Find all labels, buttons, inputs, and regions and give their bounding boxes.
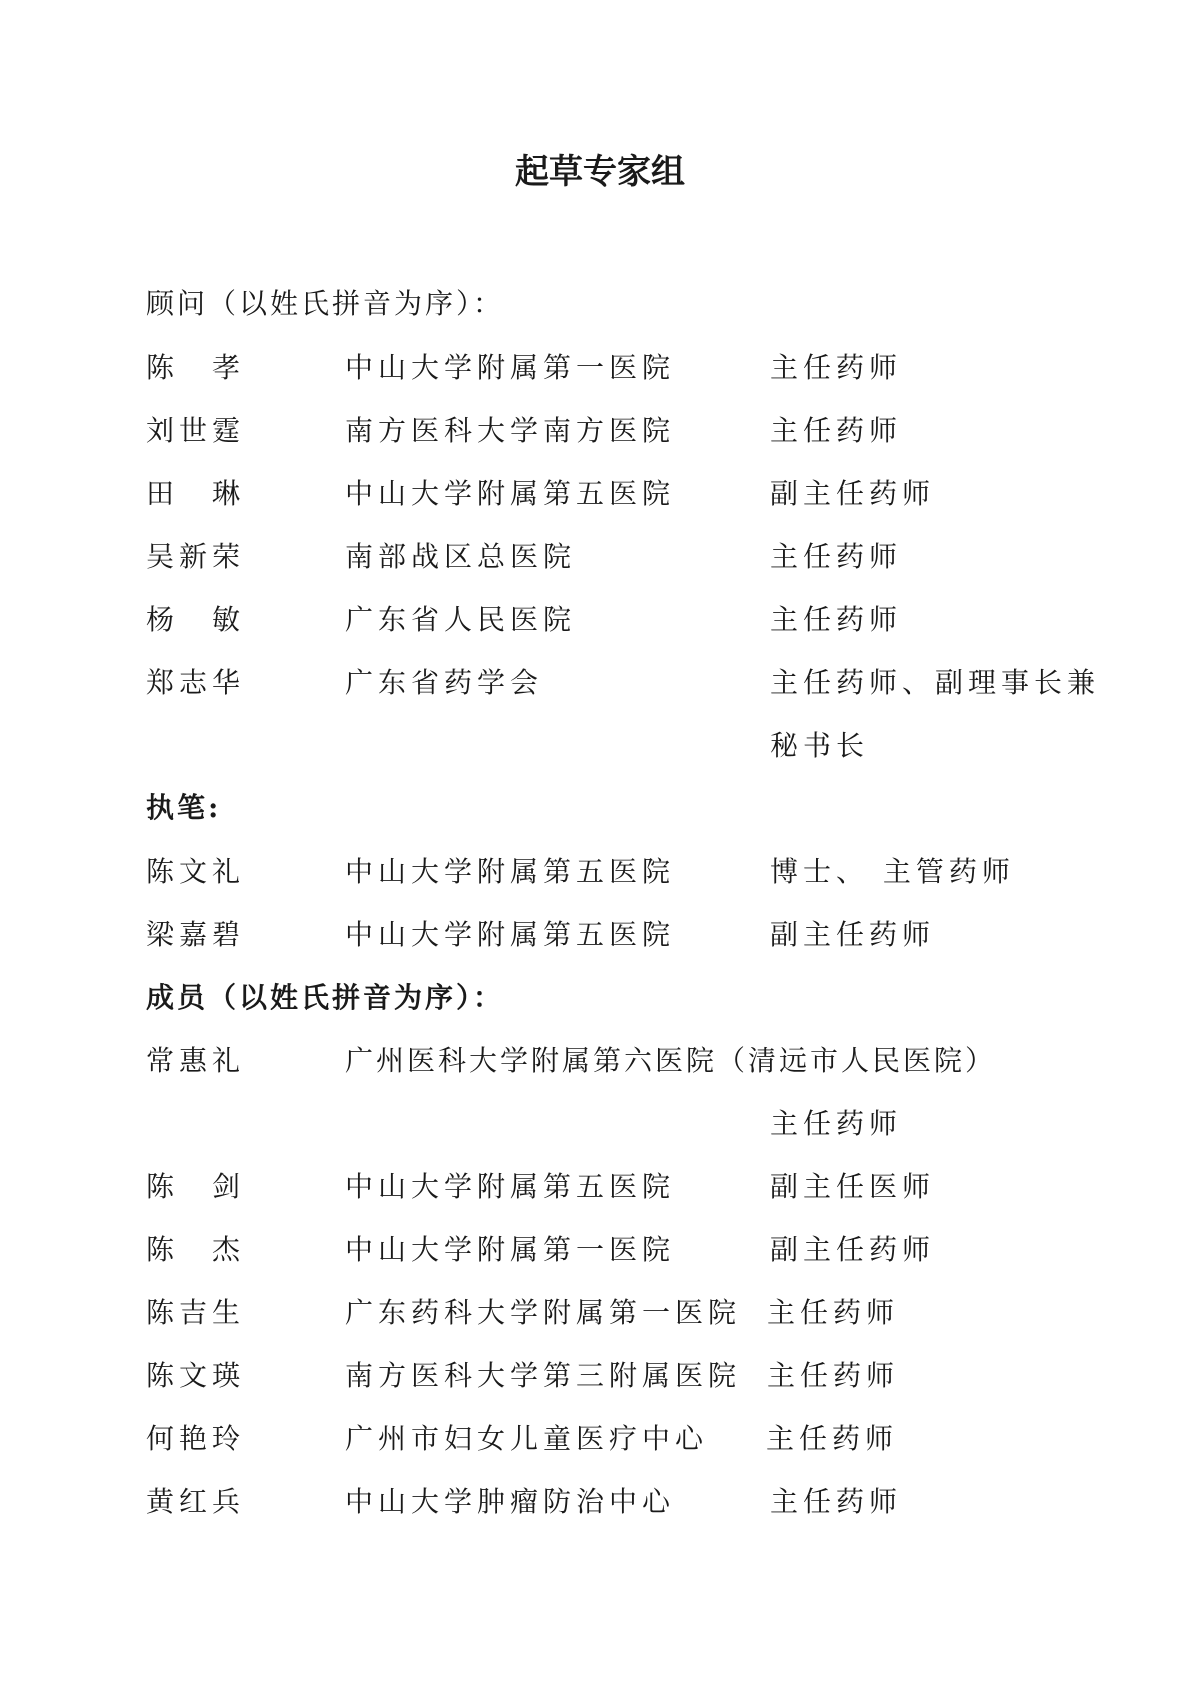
member-title: 主任药师 bbox=[770, 414, 903, 447]
member-title: 秘书长 bbox=[770, 729, 870, 762]
member-name: 陈 剑 bbox=[146, 1170, 246, 1203]
member-title: 副主任药师 bbox=[770, 1233, 936, 1266]
member-org: 广州市妇女儿童医疗中心 bbox=[345, 1422, 709, 1455]
table-row bbox=[0, 537, 1200, 577]
member-name: 陈吉生 bbox=[146, 1296, 246, 1329]
member-name: 梁嘉碧 bbox=[146, 918, 246, 951]
table-row bbox=[0, 852, 1200, 892]
advisors-heading: 顾问（以姓氏拼音为序）： bbox=[146, 287, 505, 320]
member-org: 广州医科大学附属第六医院（清远市人民医院） bbox=[345, 1044, 997, 1077]
table-row bbox=[0, 1419, 1200, 1459]
member-name: 田 琳 bbox=[146, 477, 246, 510]
table-row bbox=[0, 726, 1200, 766]
member-name: 陈 杰 bbox=[146, 1233, 246, 1266]
writers-heading: 执笔: bbox=[146, 791, 222, 824]
member-org: 中山大学附属第五医院 bbox=[345, 477, 676, 510]
table-row bbox=[0, 663, 1200, 703]
member-name: 郑志华 bbox=[146, 666, 246, 699]
member-org: 中山大学附属第五医院 bbox=[345, 918, 676, 951]
member-org: 中山大学附属第五医院 bbox=[345, 855, 676, 888]
table-row bbox=[0, 474, 1200, 514]
table-row bbox=[0, 1041, 1200, 1081]
table-row bbox=[0, 915, 1200, 955]
member-org: 南部战区总医院 bbox=[345, 540, 577, 573]
member-title: 副主任药师 bbox=[770, 477, 936, 510]
member-name: 陈 孝 bbox=[146, 351, 246, 384]
member-name: 常惠礼 bbox=[146, 1044, 246, 1077]
member-name: 陈文礼 bbox=[146, 855, 246, 888]
member-title: 副主任医师 bbox=[770, 1170, 936, 1203]
member-title: 主任药师 bbox=[770, 540, 903, 573]
table-row bbox=[0, 1104, 1200, 1144]
member-org: 中山大学附属第一医院 bbox=[345, 351, 676, 384]
member-name: 何艳玲 bbox=[146, 1422, 246, 1455]
member-name: 吴新荣 bbox=[146, 540, 246, 573]
member-org: 中山大学肿瘤防治中心 bbox=[345, 1485, 676, 1518]
member-title: 主任药师、副理事长兼 bbox=[770, 666, 1101, 699]
member-title: 主任药师 bbox=[770, 1485, 903, 1518]
page-title: 起草专家组 bbox=[515, 152, 685, 192]
members-heading: 成员（以姓氏拼音为序）： bbox=[146, 981, 505, 1014]
table-row bbox=[0, 1482, 1200, 1522]
member-title: 主任药师 bbox=[766, 1422, 899, 1455]
table-row bbox=[0, 600, 1200, 640]
table-row bbox=[0, 1230, 1200, 1270]
member-org: 中山大学附属第一医院 bbox=[345, 1233, 676, 1266]
member-title: 主任药师 bbox=[767, 1296, 900, 1329]
table-row bbox=[0, 348, 1200, 388]
member-org: 南方医科大学南方医院 bbox=[345, 414, 676, 447]
member-org: 广东药科大学附属第一医院 bbox=[345, 1296, 742, 1329]
member-title: 主任药师 bbox=[770, 1107, 903, 1140]
member-org: 中山大学附属第五医院 bbox=[345, 1170, 676, 1203]
member-org: 南方医科大学第三附属医院 bbox=[345, 1359, 742, 1392]
member-title: 主任药师 bbox=[767, 1359, 900, 1392]
member-title: 主任药师 bbox=[770, 603, 903, 636]
member-title: 主任药师 bbox=[770, 351, 903, 384]
member-org: 广东省人民医院 bbox=[345, 603, 577, 636]
member-name: 陈文瑛 bbox=[146, 1359, 246, 1392]
table-row bbox=[0, 411, 1200, 451]
member-org: 广东省药学会 bbox=[345, 666, 544, 699]
table-row bbox=[0, 1167, 1200, 1207]
table-row bbox=[0, 1293, 1200, 1333]
member-name: 刘世霆 bbox=[146, 414, 246, 447]
table-row bbox=[0, 1356, 1200, 1396]
member-name: 杨 敏 bbox=[146, 603, 246, 636]
member-title: 博士、 主管药师 bbox=[770, 855, 1015, 888]
member-name: 黄红兵 bbox=[146, 1485, 246, 1518]
member-title: 副主任药师 bbox=[770, 918, 936, 951]
